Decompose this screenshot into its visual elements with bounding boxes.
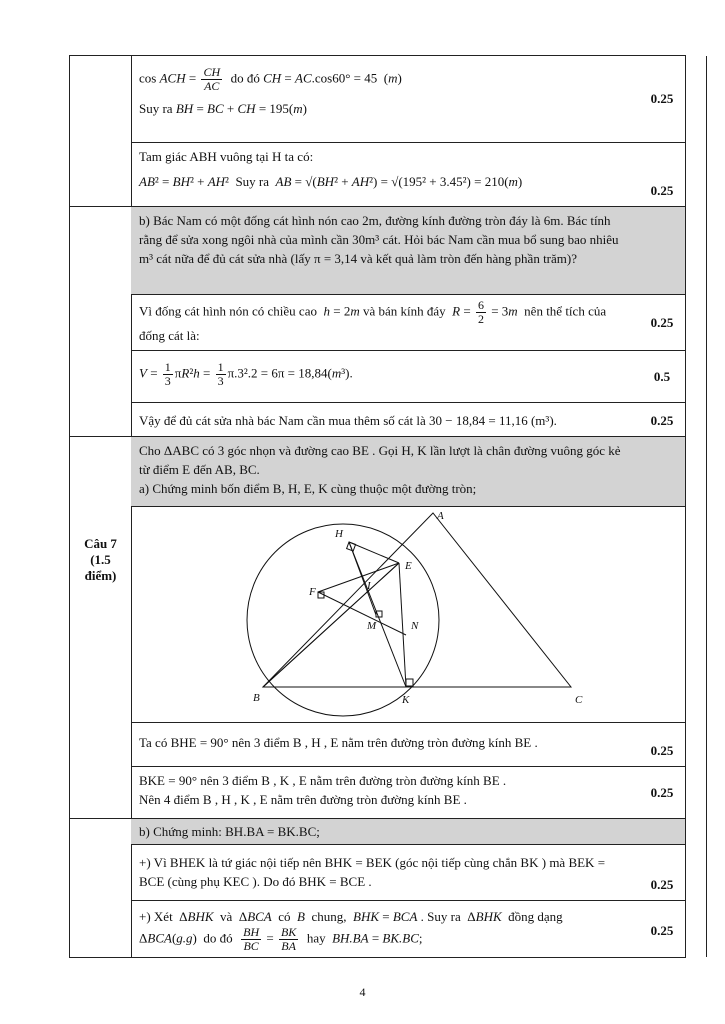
score (638, 819, 686, 845)
row-content: b) Bác Nam có một đống cát hình nón cao 2m, đường kính đường tròn đáy là 6m. Bác tính rằng để sửa xong ngôi nhà của mình cần 30m³ cát. Hỏi bác Nam cần mua bổ sung bao nhiêu m³ cát nữa để đủ cát sửa nhà (lấy π = 3,14 và kết quả làm tròn đến hàng phần trăm)? (139, 213, 619, 266)
table-row (131, 56, 685, 142)
left-separator (70, 436, 131, 437)
score: 0.25 (650, 743, 674, 758)
row-content: Tam giác ABH vuông tại H ta có: AB² = BH² + AH² Suy ra AB = √(BH² + AH²) = √(195² + 3.45²) = 210(m) (139, 149, 523, 189)
question-column (70, 56, 131, 957)
table-row (131, 900, 685, 960)
row-content: +) Vì BHEK là tứ giác nội tiếp nên BHK = BEK (góc nội tiếp cùng chắn BK ) mà BEK = BCE (cùng phụ KEC ). Do đó BHK = BCE . (139, 855, 606, 889)
label-H: H (335, 528, 343, 540)
label-I: I (367, 580, 371, 592)
score: 0.25 (650, 922, 674, 938)
row-content: V = $\frac{1}{3}$ πR²h = $\frac{1}{3}$ π.3².2 = 6π = 18,84(m³). (139, 360, 353, 388)
row-content: +) Xét ΔBHK và ΔBCA có B chung, BHK = BCA . Suy ra ΔBHK đồng dạng ΔBCA(g.g) do đó $\frac{BH}{BC}$ = $\frac{BK}{BA}$ hay BH.BA = BK.BC; (139, 909, 563, 953)
row-content: Vì đống cát hình nón có chiều cao h = 2m và bán kính đáy R = $\frac{6}{2}$ = 3m nên thể tích của đống cát là: (139, 298, 607, 343)
table-row (131, 402, 685, 437)
score: 0.25 (650, 785, 674, 800)
page-number: 4 (359, 985, 366, 999)
table-row (131, 350, 685, 403)
table-row-question (131, 206, 685, 295)
row-content: Cho ΔABC có 3 góc nhọn và đường cao BE . Gọi H, K lần lượt là chân đường vuông góc kẻ từ điểm E đến AB, BC. a) Chứng minh bốn điểm B, H, E, K cùng thuộc một đường tròn; (139, 443, 621, 496)
label-A: A (437, 510, 444, 522)
segment-FN (318, 592, 406, 635)
score: 0.25 (650, 413, 674, 428)
table-row-question (131, 818, 685, 845)
table-row (131, 844, 685, 901)
score: 0.25 (650, 315, 674, 330)
score: 0.25 (650, 183, 674, 198)
score: 0.25 (650, 877, 674, 892)
score (638, 207, 686, 295)
answer-table (69, 55, 686, 958)
row-content: Vậy để đủ cát sửa nhà bác Nam cần mua thêm số cát là 30 − 18,84 = 11,16 (m³). (139, 413, 557, 428)
geometry-figure (131, 507, 638, 723)
segment-EK (399, 563, 406, 687)
label-K: K (402, 694, 410, 706)
table-row (131, 722, 685, 767)
table-row-question (131, 436, 685, 507)
left-separator (70, 818, 131, 819)
score: 0.5 (653, 369, 671, 384)
question-label: Câu 7 (1.5 điểm) (84, 536, 117, 583)
right-angle-K (406, 679, 413, 686)
table-row (131, 766, 685, 819)
label-N: N (411, 620, 419, 632)
score: 0.25 (650, 91, 674, 106)
table-row (131, 294, 685, 351)
label-F: F (309, 586, 316, 598)
label-B: B (253, 692, 260, 704)
table-row (131, 142, 685, 207)
row-content: cos ACH = $\frac{CH}{AC}$ do đó CH = AC.cos60° = 45 (m) Suy ra BH = BC + CH = 195(m) (139, 65, 402, 116)
figure-row (131, 506, 685, 723)
left-separator (70, 206, 131, 207)
triangle-ABC (263, 513, 571, 687)
row-content: Ta có BHE = 90° nên 3 điểm B , H , E nằm trên đường tròn đường kính BE . (139, 735, 538, 750)
figure-cell (131, 507, 638, 723)
label-M: M (367, 620, 377, 632)
row-content: b) Chứng minh: BH.BA = BK.BC; (139, 824, 320, 839)
segment-HM (349, 542, 376, 615)
row-content: BKE = 90° nên 3 điểm B , K , E nằm trên đường tròn đường kính BE . Nên 4 điểm B , H , K , E nằm trên đường tròn đường kính BE . (139, 773, 507, 807)
score (638, 437, 686, 507)
label-E: E (405, 560, 412, 572)
label-C: C (575, 694, 583, 706)
